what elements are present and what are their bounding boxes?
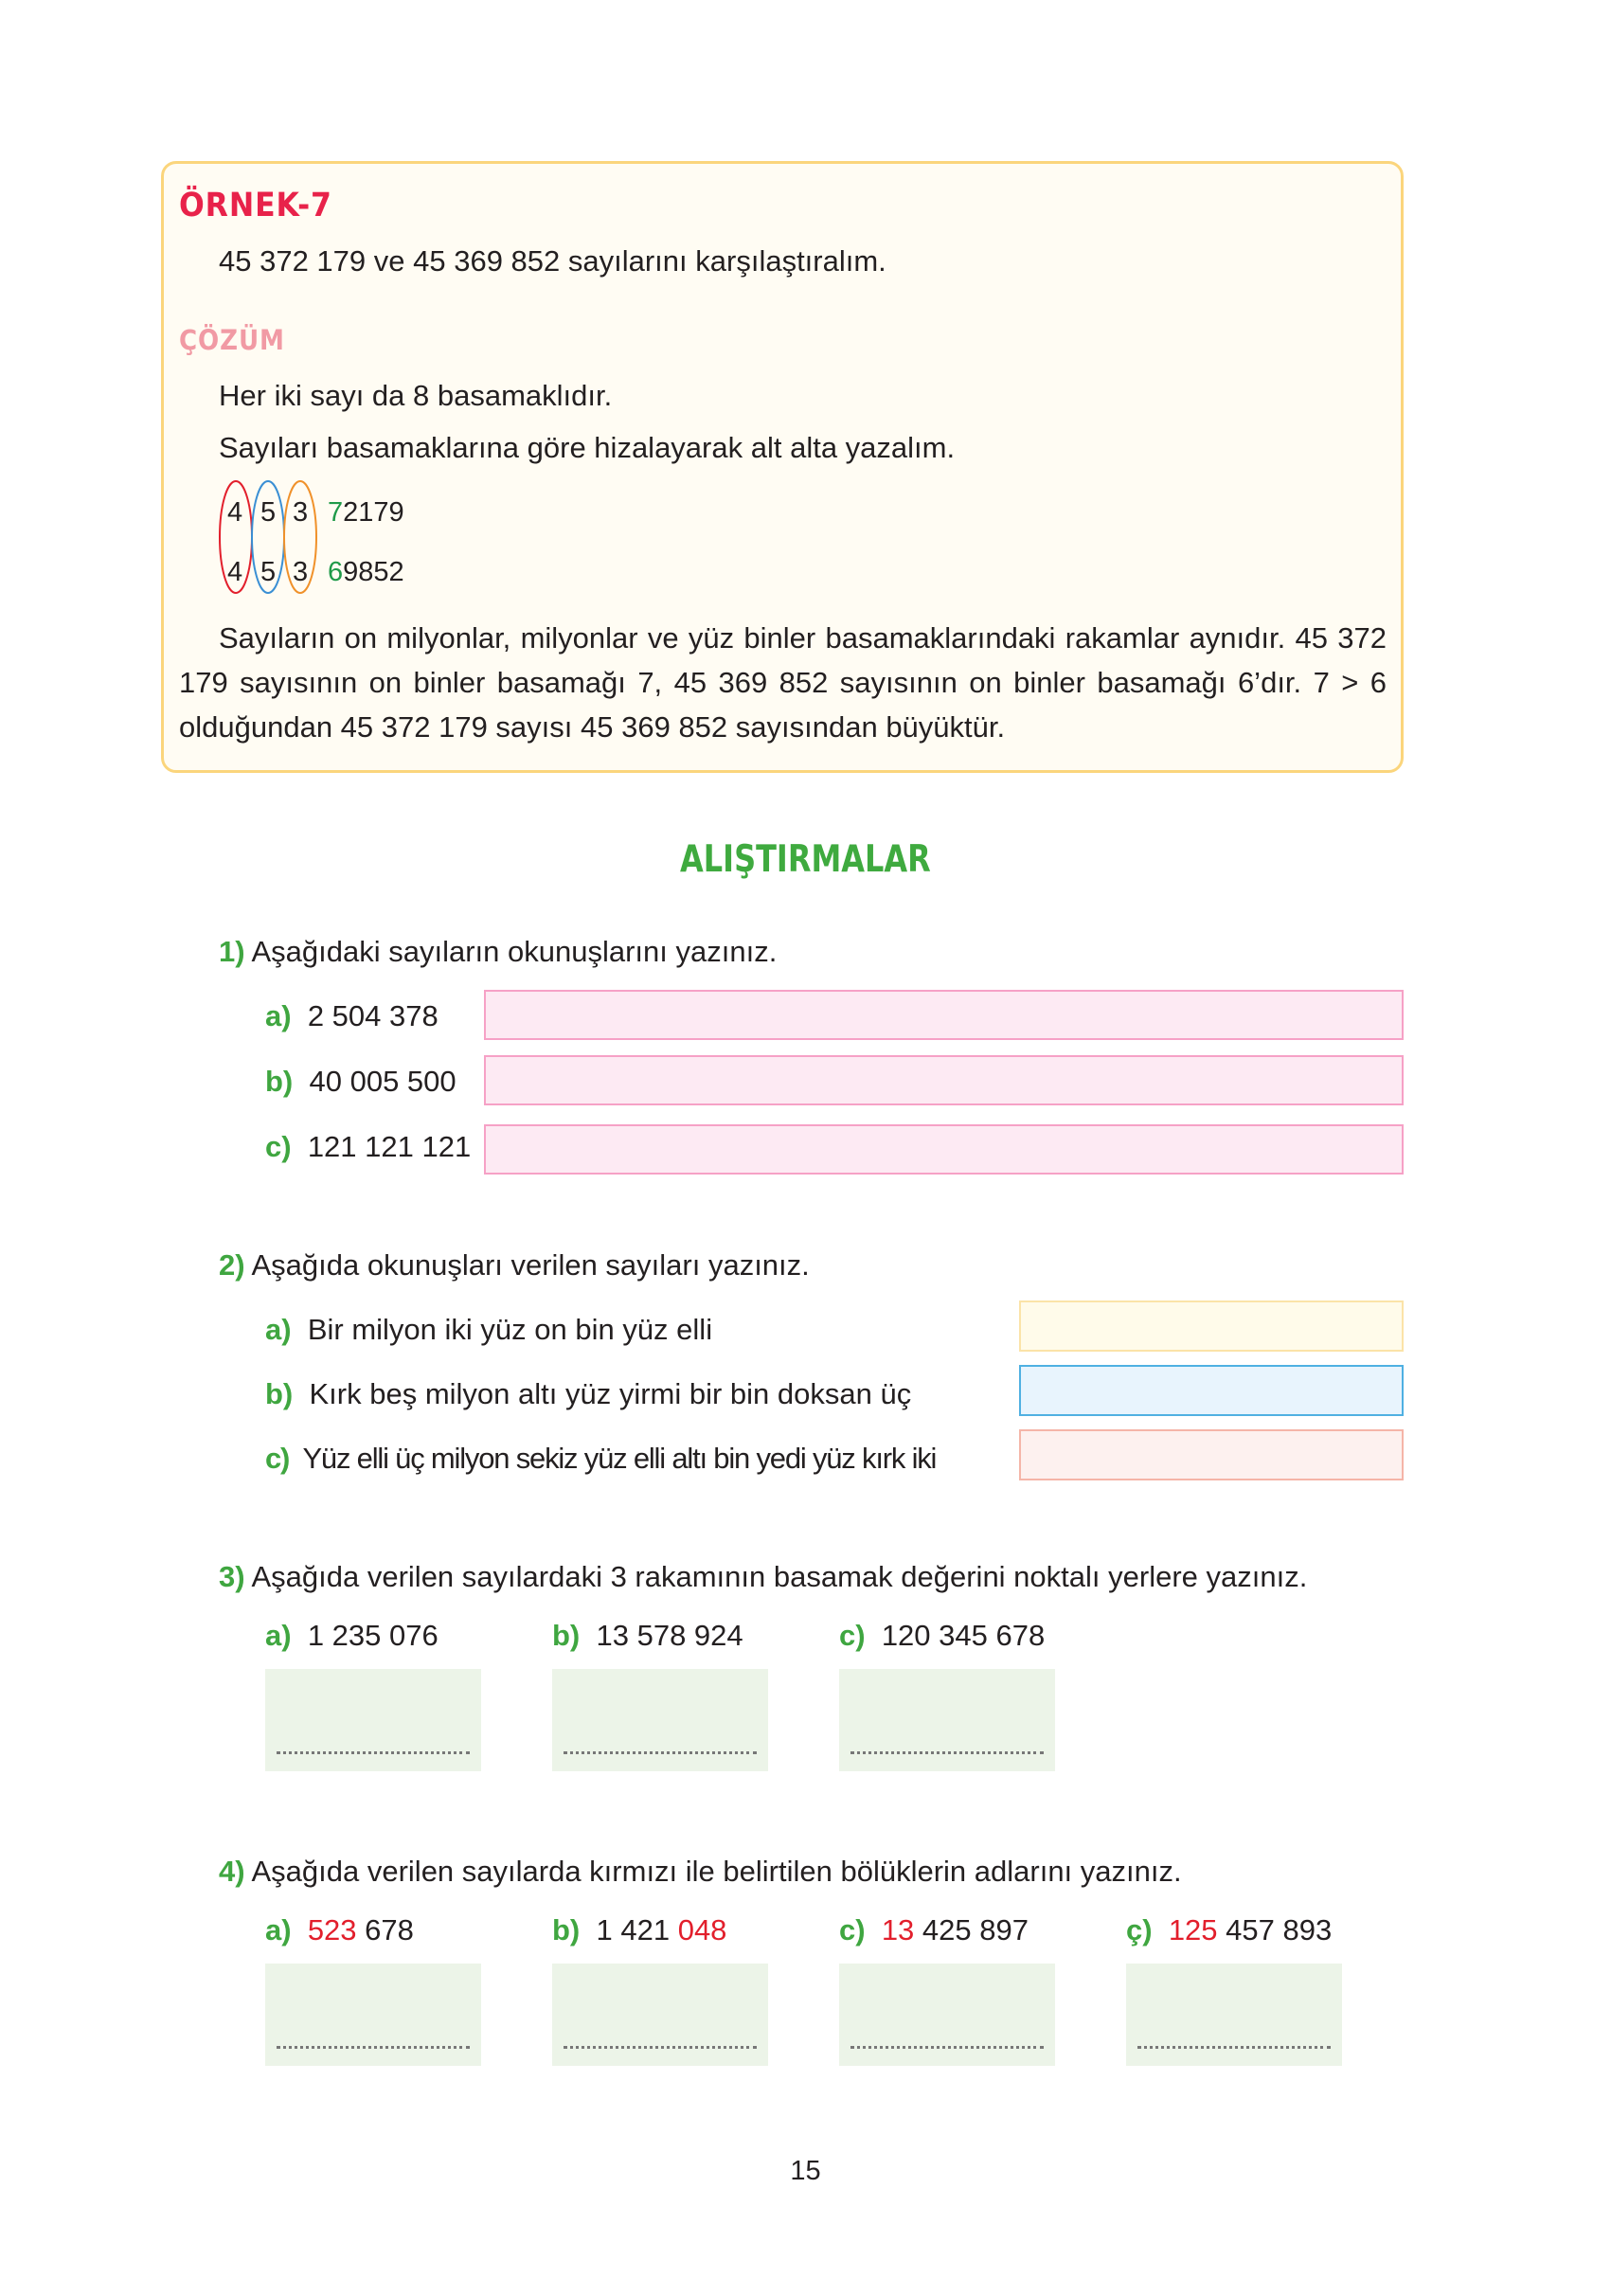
q1-item-c: c) 121 121 121 (265, 1130, 472, 1163)
q1-item-a: a) 2 504 378 (265, 999, 439, 1032)
question-1 (219, 935, 777, 969)
example-statement: 45 372 179 ve 45 369 852 sayılarını karşılaştıralım. (219, 244, 886, 278)
question-number: 3) (219, 1560, 245, 1593)
q3-item-c: c) 120 345 678 (839, 1619, 1046, 1652)
digits-rest: 9852 (343, 557, 404, 587)
question-2 (219, 1248, 810, 1283)
question-4 (219, 1855, 1182, 1889)
question-number: 4) (219, 1855, 245, 1888)
question-number: 1) (219, 935, 245, 968)
digits-rest: 2179 (343, 497, 404, 528)
q3-item-a: a) 1 235 076 (265, 1619, 439, 1652)
conclusion-paragraph (179, 616, 1387, 749)
q4-item-b: b) 1 421 048 (552, 1913, 727, 1946)
solution-line-2: Sayıları basamaklarına göre hizalayarak alt alta yazalım. (219, 431, 956, 464)
digit: 5 (260, 497, 277, 528)
q3-answer-c[interactable] (839, 1669, 1055, 1771)
question-text: Aşağıda okunuşları verilen sayıları yazınız. (251, 1248, 810, 1282)
q2-item-a: a) Bir milyon iki yüz on bin yüz elli (265, 1313, 713, 1346)
q3-answer-b[interactable] (552, 1669, 768, 1771)
question-number: 2) (219, 1248, 245, 1282)
digit-highlight: 6 (328, 557, 344, 587)
q4-answer-d[interactable] (1126, 1964, 1342, 2066)
page-number: 15 (790, 2156, 821, 2186)
q1-item-b: b) 40 005 500 (265, 1065, 456, 1098)
question-text: Aşağıda verilen sayılarda kırmızı ile belirtilen bölüklerin adlarını yazınız. (251, 1855, 1182, 1888)
conclusion-text: Sayıların on milyonlar, milyonlar ve yüz binler basamaklarındaki rakamlar aynıdır. 45 372 179 sayısının on binler basamağı 7, 45 369 852 sayısının on binler basamağı 6’dır. 7 > 6 olduğundan 45 372 179 sayısı 45 369 852 sayısından büyüktür. (179, 621, 1387, 744)
digit: 5 (260, 557, 277, 587)
q4-item-c-cedilla: ç) 125 457 893 (1126, 1913, 1333, 1946)
q3-answer-a[interactable] (265, 1669, 481, 1771)
q4-item-c: c) 13 425 897 (839, 1913, 1029, 1946)
q4-answer-b[interactable] (552, 1964, 768, 2066)
solution-title: ÇÖZÜM (179, 324, 285, 356)
digit: 3 (293, 497, 309, 528)
q4-answer-c[interactable] (839, 1964, 1055, 2066)
q1-answer-b[interactable] (484, 1055, 1404, 1105)
exercises-title: ALIŞTIRMALAR (680, 838, 931, 881)
digit: 4 (227, 497, 243, 528)
q4-answer-a[interactable] (265, 1964, 481, 2066)
question-3 (219, 1560, 1307, 1594)
question-text: Aşağıda verilen sayılardaki 3 rakamının basamak değerini noktalı yerlere yazınız. (251, 1560, 1308, 1593)
q2-item-c: c) Yüz elli üç milyon sekiz yüz elli altı bin yedi yüz kırk iki (265, 1442, 937, 1475)
digit: 4 (227, 557, 243, 587)
digit: 3 (293, 557, 309, 587)
example-title: ÖRNEK-7 (179, 187, 332, 224)
q2-item-b: b) Kırk beş milyon altı yüz yirmi bir bin doksan üç (265, 1377, 912, 1410)
q1-answer-a[interactable] (484, 990, 1404, 1040)
q2-answer-c[interactable] (1019, 1429, 1404, 1480)
q1-answer-c[interactable] (484, 1124, 1404, 1175)
q4-item-a: a) 523 678 (265, 1913, 414, 1946)
digit-highlight: 7 (328, 497, 344, 528)
solution-line-1: Her iki sayı da 8 basamaklıdır. (219, 379, 613, 412)
q3-item-b: b) 13 578 924 (552, 1619, 743, 1652)
q2-answer-b[interactable] (1019, 1365, 1404, 1416)
question-text: Aşağıdaki sayıların okunuşlarını yazınız. (251, 935, 778, 968)
q2-answer-a[interactable] (1019, 1300, 1404, 1352)
